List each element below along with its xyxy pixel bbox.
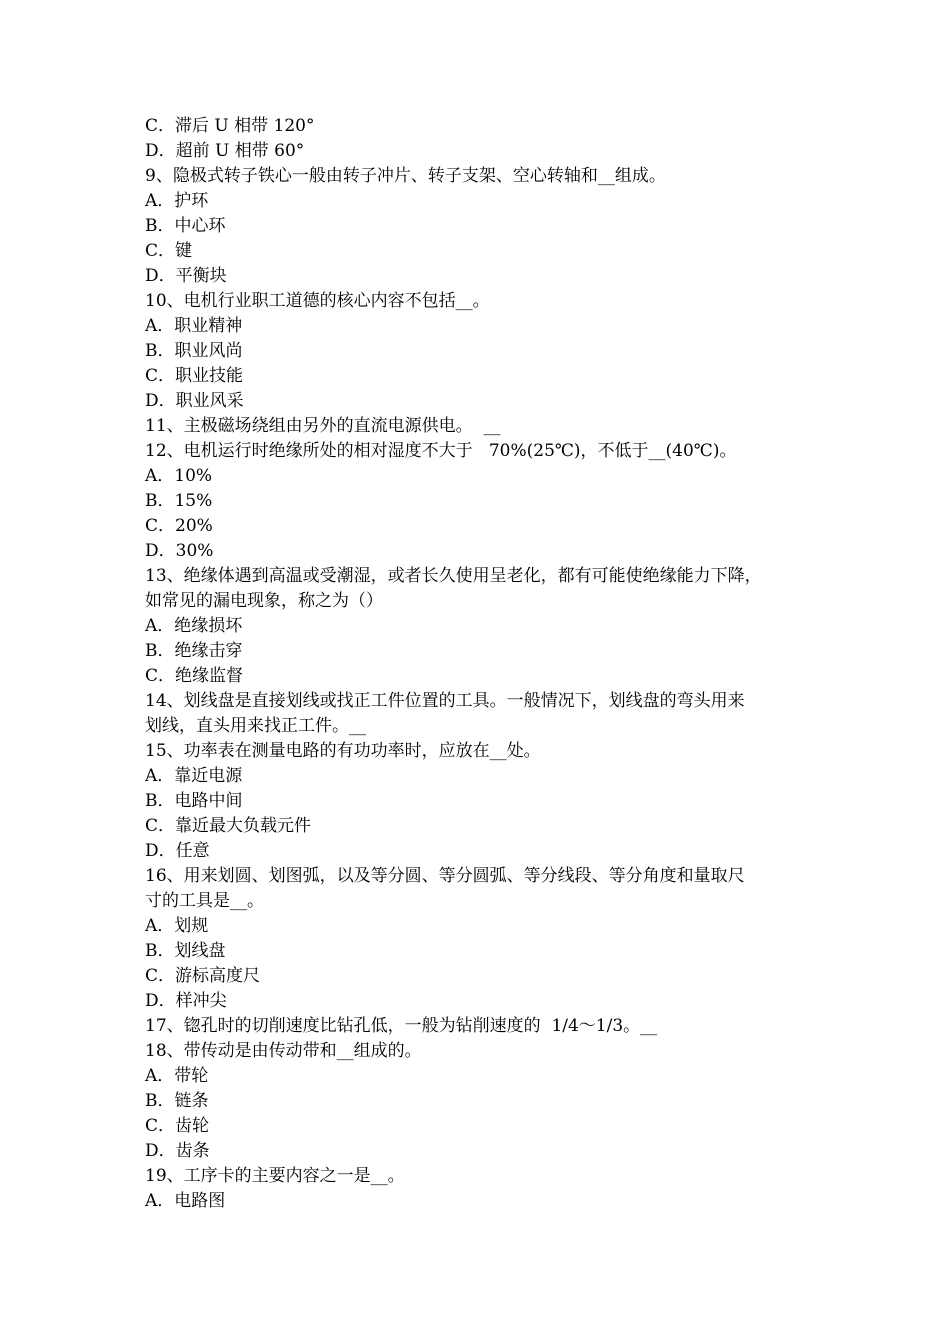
question-line: 10、电机行业职工道德的核心内容不包括__。 [145,291,490,311]
option-line: B．中心环 [145,216,226,236]
option-line: A．绝缘损坏 [145,616,243,636]
option-line: C．靠近最大负载元件 [145,816,312,836]
option-line: D．超前 U 相带 60° [145,141,305,161]
option-line: A．电路图 [145,1191,226,1211]
option-line: B．15% [145,491,213,511]
option-line: C．键 [145,241,193,261]
question-line: 19、工序卡的主要内容之一是__。 [145,1166,405,1186]
option-line: C．齿轮 [145,1116,210,1136]
question-line: 13、绝缘体遇到高温或受潮湿，或者长久使用呈老化，都有可能使绝缘能力下降， [145,566,762,586]
option-line: D．职业风采 [145,391,244,411]
question-line: 15、功率表在测量电路的有功功率时，应放在__处。 [145,741,541,761]
option-line: B．划线盘 [145,941,226,961]
option-line: C．滞后 U 相带 120° [145,116,315,136]
option-line: A．划规 [145,916,209,936]
option-line: B．职业风尚 [145,341,243,361]
question-line: 17、锪孔时的切削速度比钻孔低，一般为钻削速度的 1/4～1/3。__ [145,1016,658,1036]
option-line: C．绝缘监督 [145,666,244,686]
option-line: A．职业精神 [145,316,243,336]
option-line: D．任意 [145,841,210,861]
option-line: B．绝缘击穿 [145,641,243,661]
option-line: C．游标高度尺 [145,966,261,986]
question-line: 16、用来划圆、划图弧，以及等分圆、等分圆弧、等分线段、等分角度和量取尺 [145,866,745,886]
question-line: 9、隐极式转子铁心一般由转子冲片、转子支架、空心转轴和__组成。 [145,166,666,186]
option-line: C．20% [145,516,213,536]
option-line: B．电路中间 [145,791,243,811]
option-line: A．10% [145,466,213,486]
option-line: C．职业技能 [145,366,244,386]
question-line: 14、划线盘是直接划线或找正工件位置的工具。一般情况下，划线盘的弯头用来 [145,691,745,711]
document-body [145,114,815,1214]
question-line: 11、主极磁场绕组由另外的直流电源供电。 __ [145,416,501,436]
option-line: D．30% [145,541,214,561]
option-line: D．样冲尖 [145,991,227,1011]
question-line: 12、电机运行时绝缘所处的相对湿度不大于 70%(25℃)，不低于__(40℃)。 [145,441,737,461]
option-line: A．带轮 [145,1066,209,1086]
option-line: A．靠近电源 [145,766,243,786]
question-line: 18、带传动是由传动带和__组成的。 [145,1041,422,1061]
option-line: D．齿条 [145,1141,210,1161]
option-line: A．护环 [145,191,209,211]
question-line: 寸的工具是__。 [145,891,264,911]
option-line: D．平衡块 [145,266,227,286]
option-line: B．链条 [145,1091,209,1111]
question-line: 如常见的漏电现象，称之为（） [145,591,383,611]
question-line: 划线，直头用来找正工件。__ [145,716,366,736]
